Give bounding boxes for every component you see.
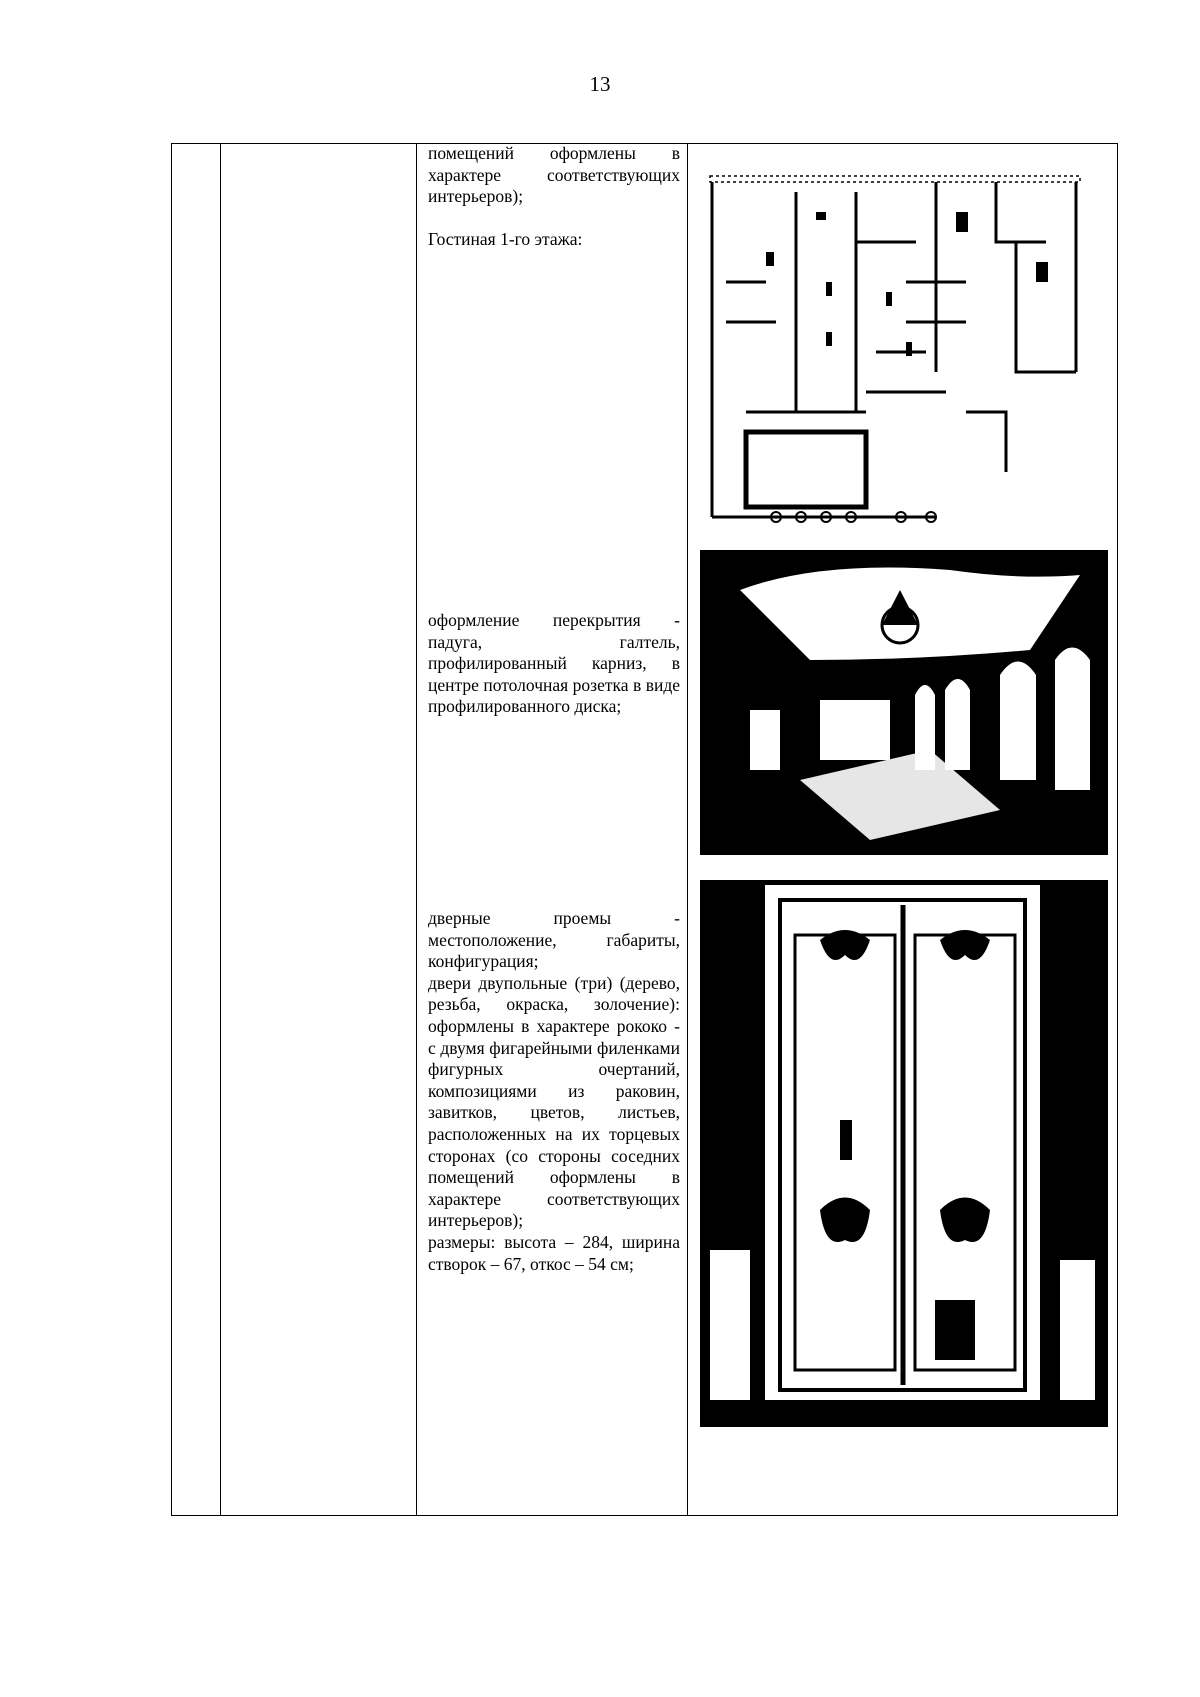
paragraph: помещений оформлены в характере соответствующих интерьеров); — [428, 143, 680, 207]
page-number: 13 — [589, 72, 611, 96]
door-photo — [700, 880, 1108, 1427]
paragraph: размеры: высота – 284, ширина створок – 67, откос – 54 см; — [428, 1231, 680, 1274]
column-divider-2 — [416, 144, 417, 1515]
paragraph: оформление перекрытия - падуга, галтель, профилированный карниз, в центре потолочная розетка в виде профилированного диска; — [428, 610, 680, 717]
ceiling-photo — [700, 550, 1108, 855]
blank-line — [428, 208, 680, 230]
paragraph: двери двупольные (три) (дерево, резьба, окраска, золочение): оформлены в характере рококо - с двумя фигарейными филенками фигурных очертаний, композициями из раковин, завитков, цветов, листьев, расположенных на их торцевых сторонах (со стороны соседних помещений оформлены в характере соответствующих интерьеров); — [428, 972, 680, 1231]
section-heading: Гостиная 1-го этажа: — [428, 229, 583, 250]
column-divider-1 — [220, 144, 221, 1515]
paragraph: дверные проемы - местоположение, габариты, конфигурация; — [428, 908, 680, 972]
text-block-intro — [428, 143, 680, 251]
column-divider-3 — [687, 144, 688, 1515]
text-block-doors — [428, 908, 680, 1275]
text-block-ceiling — [428, 610, 680, 718]
floor-plan-image — [706, 172, 1086, 529]
